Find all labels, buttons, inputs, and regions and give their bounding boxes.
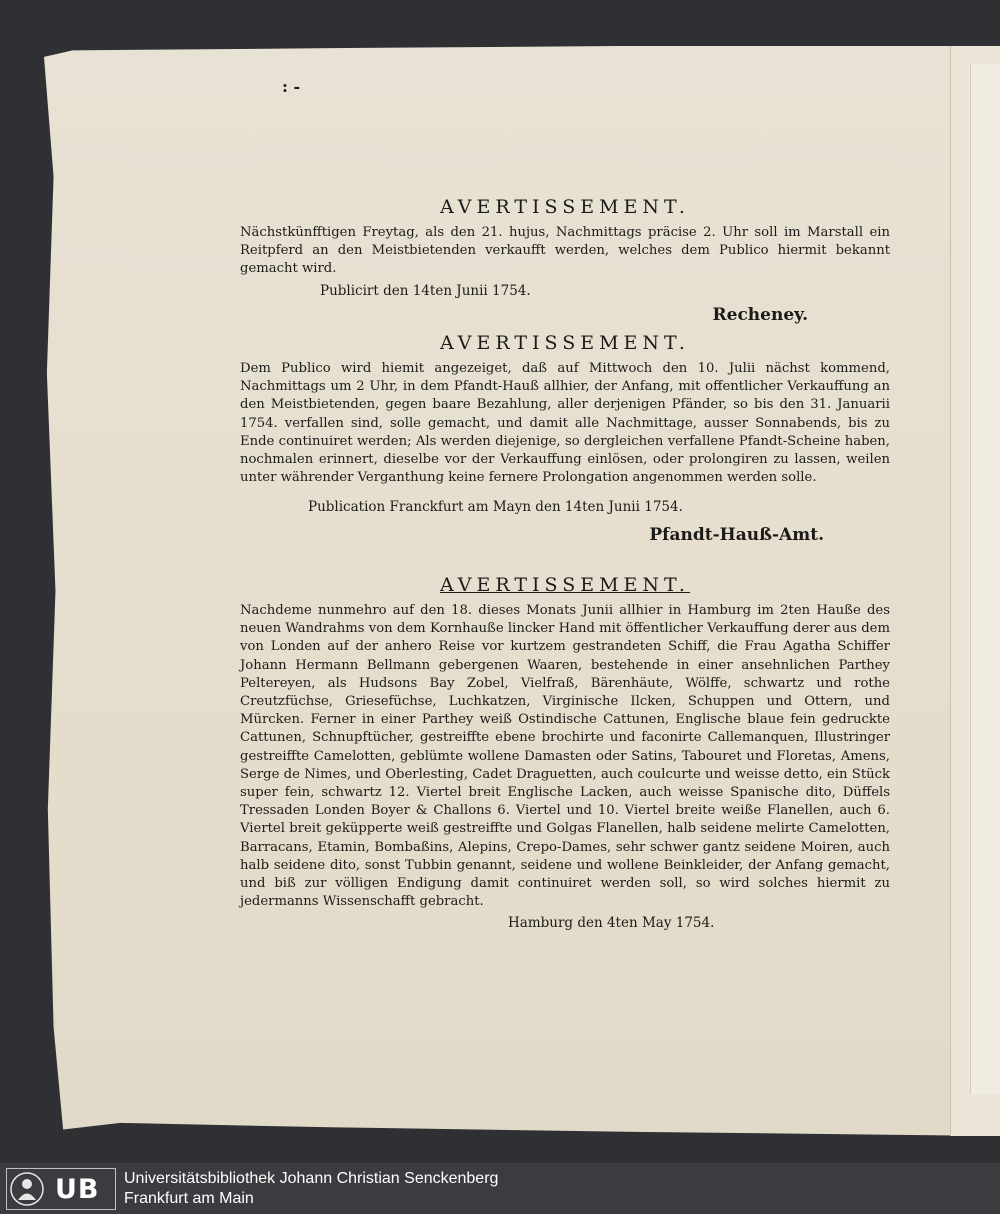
notice-1-heading: AVERTISSEMENT.: [440, 196, 690, 218]
footer-location: Frankfurt am Main: [124, 1190, 254, 1207]
footer-institution: Universitätsbibliothek Johann Christian Senckenberg: [124, 1170, 499, 1187]
notice-2: [240, 332, 890, 545]
footer-text: [124, 1169, 498, 1209]
ub-logo[interactable]: [6, 1168, 116, 1210]
notice-1-signature: Recheney.: [712, 304, 808, 325]
notice-3-body: Nachdeme nunmehro auf den 18. dieses Monats Junii allhier in Hamburg im 2ten Hauße des neuen Wandrahms von dem Kornhauße lincker Hand mit öffentlicher Verkauffung derer aus dem von Londen auf der anhero Reise vor kurtzem gestrandeten Schiff, die Frau Agatha Schiffer Johann Hermann Bellmann gebergenen Waaren, bestehende in einer ansehnlichen Parthey Peltereyen, als Hudsons Bay Zobel, Vielfraß, Bärenhäute, Wölffe, schwartz und rothe Creutzfüchse, Griesefüchse, Luchkatzen, Virginische Ilcken, Schuppen und Ottern, und Mürcken. Ferner in einer Parthey weiß Ostindische Cattunen, Englische blaue fein gedruckte Cattunen, Schnupftücher, gestreiffte ebene brochirte und faconirte Callemanquen, Illustringer gestreiffte Camelotten, geblümte wollene Damasten oder Satins, Tabouret und Floretas, Amens, Serge de Nimes, und Oberlesting, Cadet Draguetten, auch coulcurte und weisse detto, ein Stück super fein, schwartz 12. Viertel breit Englische Lacken, auch weisse Spanische dito, Düffels Tressaden Londen Boyer & Challons 6. Viertel und 10. Viertel breite weiße Flanellen, auch 6. Viertel breit geküpperte weiß gestreiffte und Golgas Flanellen, halb seidene melirte Camelotten, Barracans, Etamin, Bombaßins, Alepins, Crepo-Dames, sehr schwer gantz seidene Moiren, auch halb seidene dito, sonst Tubbin genannt, seidene und wollene Beinkleider, der Anfang gemacht, und biß zur völligen Endigung damit continuiret werden soll, so wird solches hiermit zu jedermanns Wissenschafft gebracht.: [240, 603, 890, 910]
notice-1-body: Nächstkünfftigen Freytag, als den 21. hujus, Nachmittags präcise 2. Uhr soll im Marstall ein Reitpferd an den Meistbietenden verkaufft werden, welches dem Publico hiermit bekannt gemacht wird.: [240, 225, 890, 277]
notice-2-publication: Publication Franckfurt am Mayn den 14ten Junii 1754.: [308, 499, 683, 516]
margin-marks: : -: [282, 77, 301, 96]
notice-2-heading: AVERTISSEMENT.: [440, 332, 690, 354]
notice-1: [240, 196, 890, 325]
notice-1-publication: Publicirt den 14ten Junii 1754.: [320, 282, 531, 299]
footer-bar: [0, 1163, 1000, 1214]
notice-3-publication: Hamburg den 4ten May 1754.: [508, 915, 715, 932]
notice-3-heading: AVERTISSEMENT.: [440, 574, 690, 596]
notice-2-signature: Pfandt-Hauß-Amt.: [649, 525, 824, 546]
paper-edge-right-inner: [970, 64, 1000, 1094]
notice-3: [240, 574, 890, 931]
logo-text: UB: [55, 1173, 100, 1205]
seal-icon: [7, 1169, 47, 1209]
notice-2-body: Dem Publico wird hiemit angezeiget, daß auf Mittwoch den 10. Julii nächst kommend, Nachmittags um 2 Uhr, in dem Pfandt-Hauß allhier, der Anfang, mit offentlicher Verkauffung an den Meistbietenden, gegen baare Bezahlung, aller derjenigen Pfänder, so bis den 31. Januarii 1754. verfallen sind, solle gemacht, und damit alle Nachmittage, ausser Sonnabends, bis zu Ende continuiret werden; Als werden diejenige, so dergleichen verfallene Pfandt-Scheine haben, nochmalen erinnert, dieselbe vor der Verkauffung einlösen, oder prolongiren zu lassen, weilen unter währender Verganthung keine fernere Prolongation angenommen werden solle.: [240, 361, 890, 486]
